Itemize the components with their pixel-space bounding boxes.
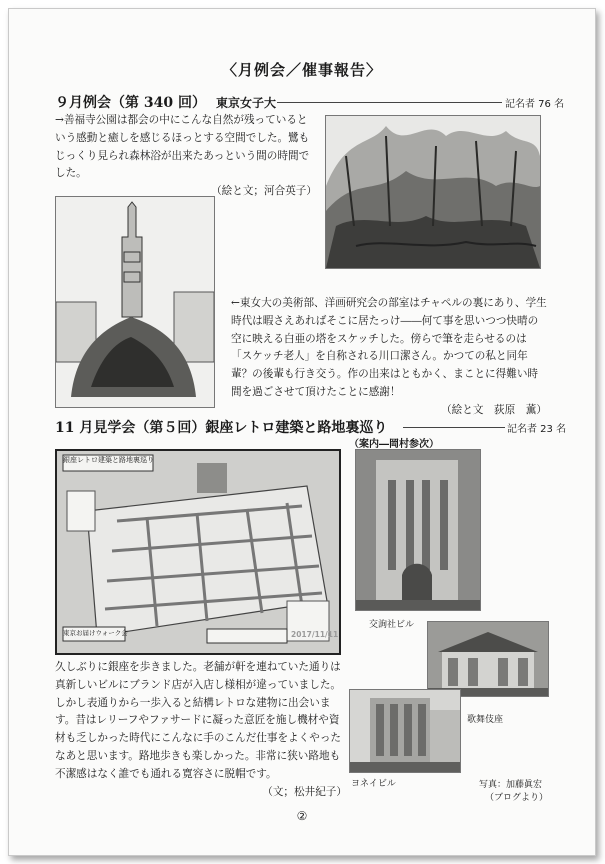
september-recorder: 記名者 76 名 [505,99,565,110]
november-heading-rule [403,427,505,428]
november-guide: （案内―岡村参次） [349,439,439,450]
map-footer: 東京お届けウォーク会 [63,629,128,637]
page-number: ② [296,809,308,823]
yonei-building-photo [349,689,461,773]
november-credit: （文；松井紀子） [262,785,347,798]
photo3-caption: ヨネイビル [351,779,396,789]
photo2-caption: 歌舞伎座 [467,715,504,725]
november-recorder: 記名者 23 名 [507,424,567,435]
september-venue: 東京女子大 [215,96,276,110]
tower-sketch [55,196,215,408]
photo1-caption: 交詢社ビル [369,620,415,630]
september-text-2: ←東女大の美術部、洋画研究会の部室はチャペルの裏にあり、学生時代は暇さえあればそこに居たっけ――何て事を思いつつ快晴の空に映える白亜の塔をスケッチした。傍らで筆を走らせるのは「スケッチ老人」を自称される川口潔さん。かつての私と同年輩？の後輩も行き交う。作の出来はともかく、まことに得難い時間を過ごさせて頂けたことに感謝！ [231,297,547,398]
september-credit-2: （絵と文 荻原 薫） [441,403,547,416]
november-paragraph [55,659,347,801]
november-heading: 11 月見学会（第５回）銀座レトロ建築と路地裏巡り [55,420,388,436]
september-credit-1: （絵と文；河合英子） [211,185,317,198]
kojunsha-building-photo [355,449,481,611]
september-text-1: →善福寺公園は都会の中にこんな自然が残っているという感動と癒しを感じるほっとする空間でした。鷺もじっくり見られ森林浴が出来たあっという間の時間でした。 [55,114,310,180]
map-date: 2017/11/11 [291,630,339,639]
kabukiza-photo [427,621,549,697]
forest-painting [325,115,541,269]
newsletter-page [8,8,596,856]
ginza-walk-map [55,449,341,655]
september-paragraph-2 [231,295,547,420]
september-paragraph-1 [55,112,317,201]
photo-credit-line2: （ブログより） [485,793,549,803]
november-text: 久しぶりに銀座を歩きました。老舗が軒を連ねていた通りは真新しいビルにブランド店が入店し様相が違っていました。しかし表通りから一歩入ると結構レトロな建物に出会います。昔はレリーフやファサードに凝った意匠を施し機材や資材も乏しかった時代にこんなに手のこんだ仕事をよくやったなあと思います。路地歩きも楽しかった。非常に狭い路地も不潔感はなく誰でも通れる寛容さに脱帽です。 [55,661,342,780]
photo-credit-line1: 写真：加藤眞宏 [479,780,543,790]
section-title: 〈月例会／催事報告〉 [221,61,382,79]
september-heading [55,92,276,112]
september-heading-text: ９月例会（第 340 回） [55,95,206,111]
september-heading-rule [277,102,502,103]
map-title: 銀座レトロ建築と路地裏巡り [63,456,154,464]
